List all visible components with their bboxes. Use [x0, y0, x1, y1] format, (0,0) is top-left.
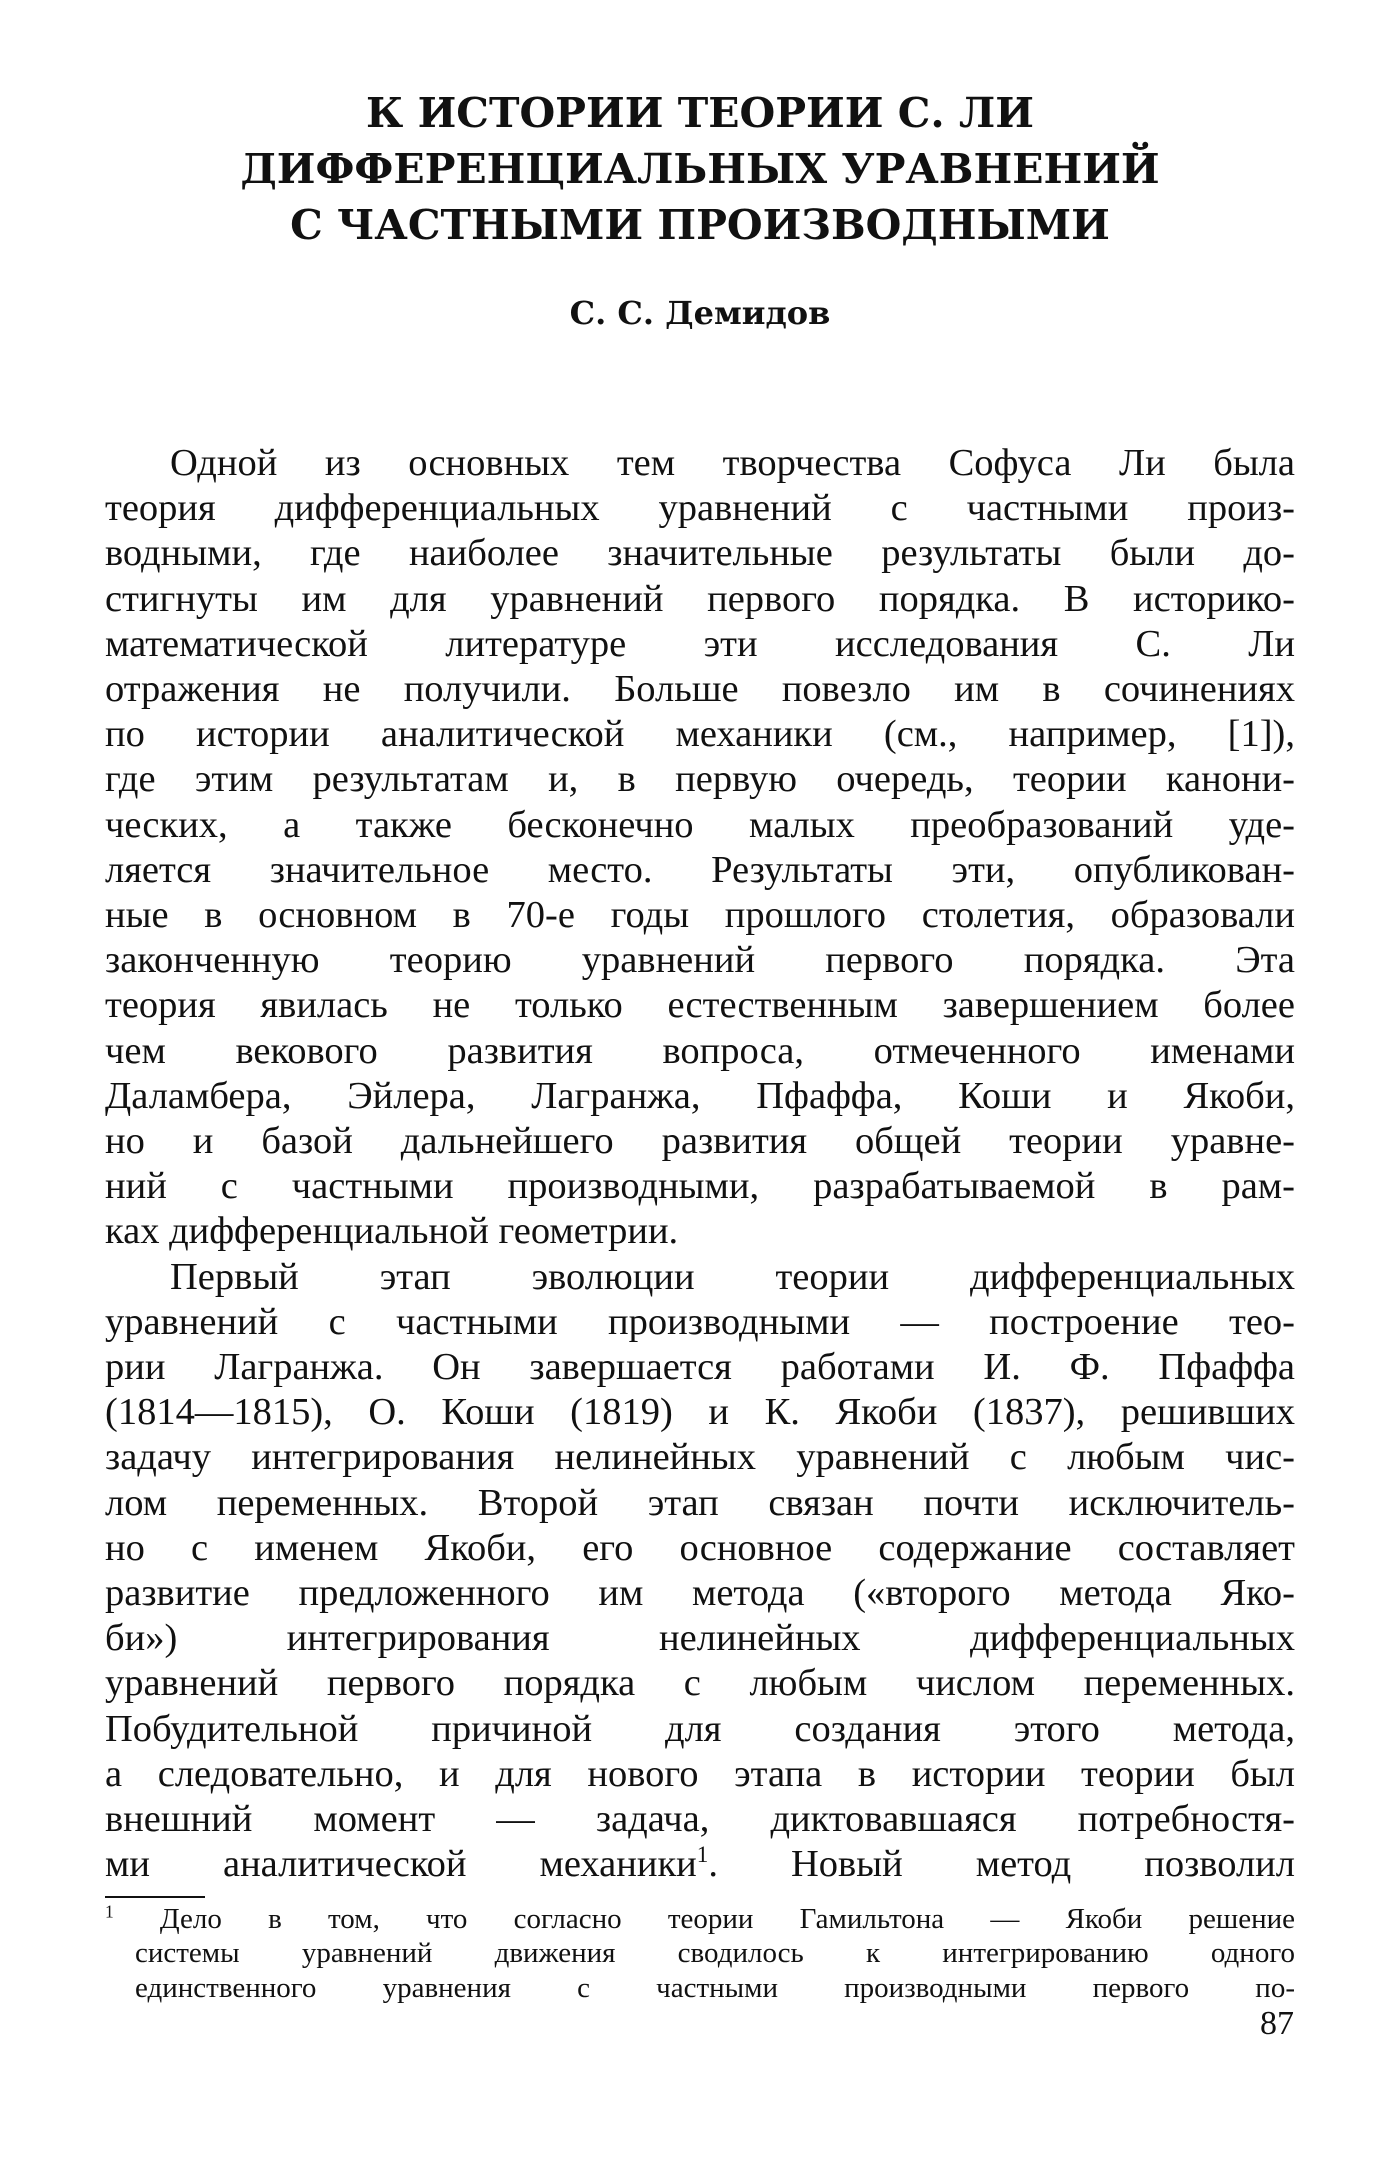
author-name: С. С. Демидов — [569, 294, 831, 332]
text-fragment: . Новый метод позволил — [708, 1843, 1295, 1886]
footnote-reference: 1 — [696, 1842, 709, 1868]
text-fragment: ми аналитической механики — [105, 1843, 697, 1886]
text-line: водными, где наиболее значительные результаты были до- — [105, 532, 1295, 575]
text-line-with-footnote-ref — [105, 1842, 1295, 1887]
text-line: ляется значительное место. Результаты эти, опубликован- — [105, 848, 1295, 891]
text-line: Одной из основных тем творчества Софуса Ли была — [170, 442, 1295, 484]
text-line: (1814—1815), О. Коши (1819) и К. Якоби (1837), решивших — [105, 1391, 1295, 1434]
article-body — [105, 441, 1295, 1888]
text-line: чем векового развития вопроса, отмеченного именами — [105, 1029, 1295, 1072]
article-title — [105, 85, 1295, 253]
text-line: ческих, а также бесконечно малых преобразований уде- — [105, 803, 1295, 846]
text-line: ний с частными производными, разрабатываемой в рам- — [105, 1165, 1295, 1208]
text-line: по истории аналитической механики (см., например, [1]), — [105, 713, 1295, 756]
text-line: лом переменных. Второй этап связан почти исключитель- — [105, 1481, 1295, 1524]
footnote-line: системы уравнений движения сводилось к интегрированию одного — [135, 1937, 1295, 1969]
article-page — [105, 85, 1295, 2005]
text-line: уравнений первого порядка с любым числом переменных. — [105, 1662, 1295, 1705]
text-line: теория явилась не только естественным завершением более — [105, 984, 1295, 1027]
text-line: где этим результатам и, в первую очередь, теории канони- — [105, 758, 1295, 801]
footnote-text: Дело в том, что согласно теории Гамильтона — Якоби решение — [159, 1902, 1295, 1935]
text-line: рии Лагранжа. Он завершается работами И. Ф. Пфаффа — [105, 1346, 1295, 1389]
text-line: но и базой дальнейшего развития общей теории уравне- — [105, 1120, 1295, 1163]
text-line: Первый этап эволюции теории дифференциальных — [170, 1255, 1295, 1298]
text-line: ках дифференциальной геометрии. — [105, 1210, 679, 1253]
text-line: а следовательно, и для нового этапа в истории теории был — [105, 1752, 1295, 1795]
text-line: развитие предложенного им метода («второго метода Яко- — [105, 1572, 1295, 1615]
text-line: внешний момент — задача, диктовавшаяся потребностя- — [105, 1798, 1295, 1841]
paragraph-2 — [105, 1255, 1295, 1888]
text-line: задачу интегрирования нелинейных уравнений с любым чис- — [105, 1436, 1295, 1479]
text-line: теория дифференциальных уравнений с частными произ- — [105, 487, 1295, 530]
text-line: ные в основном в 70-е годы прошлого столетия, образовали — [105, 894, 1295, 937]
footnote-marker: 1 — [105, 1900, 114, 1921]
title-line-2: ДИФФЕРЕНЦИАЛЬНЫХ УРАВНЕНИЙ — [240, 145, 1160, 193]
footnote-line: единственного уравнения с частными производными первого по- — [135, 1971, 1295, 2004]
text-line: би») интегрирования нелинейных дифференциальных — [105, 1617, 1295, 1660]
text-line: законченную теорию уравнений первого порядка. Эта — [105, 939, 1295, 982]
text-line: Побудительной причиной для создания этого метода, — [105, 1707, 1295, 1750]
footnote — [105, 1902, 1295, 2006]
text-line: уравнений с частными производными — построение тео- — [105, 1300, 1295, 1343]
text-line: но с именем Якоби, его основное содержание составляет — [105, 1526, 1295, 1569]
footnote-divider — [105, 1896, 205, 1898]
title-line-3: С ЧАСТНЫМИ ПРОИЗВОДНЫМИ — [290, 201, 1110, 249]
text-line: отражения не получили. Больше повезло им в сочинениях — [105, 668, 1295, 711]
title-line-1: К ИСТОРИИ ТЕОРИИ С. ЛИ — [366, 89, 1034, 137]
text-line: математической литературе эти исследования С. Ли — [105, 622, 1295, 665]
paragraph-1 — [105, 441, 1295, 1255]
page-number: 87 — [1260, 2005, 1294, 2042]
footnote-line — [105, 1902, 1295, 1937]
text-line: стигнуты им для уравнений первого порядка. В историко- — [105, 577, 1295, 620]
text-line: Даламбера, Эйлера, Лагранжа, Пфаффа, Коши и Якоби, — [105, 1074, 1295, 1117]
